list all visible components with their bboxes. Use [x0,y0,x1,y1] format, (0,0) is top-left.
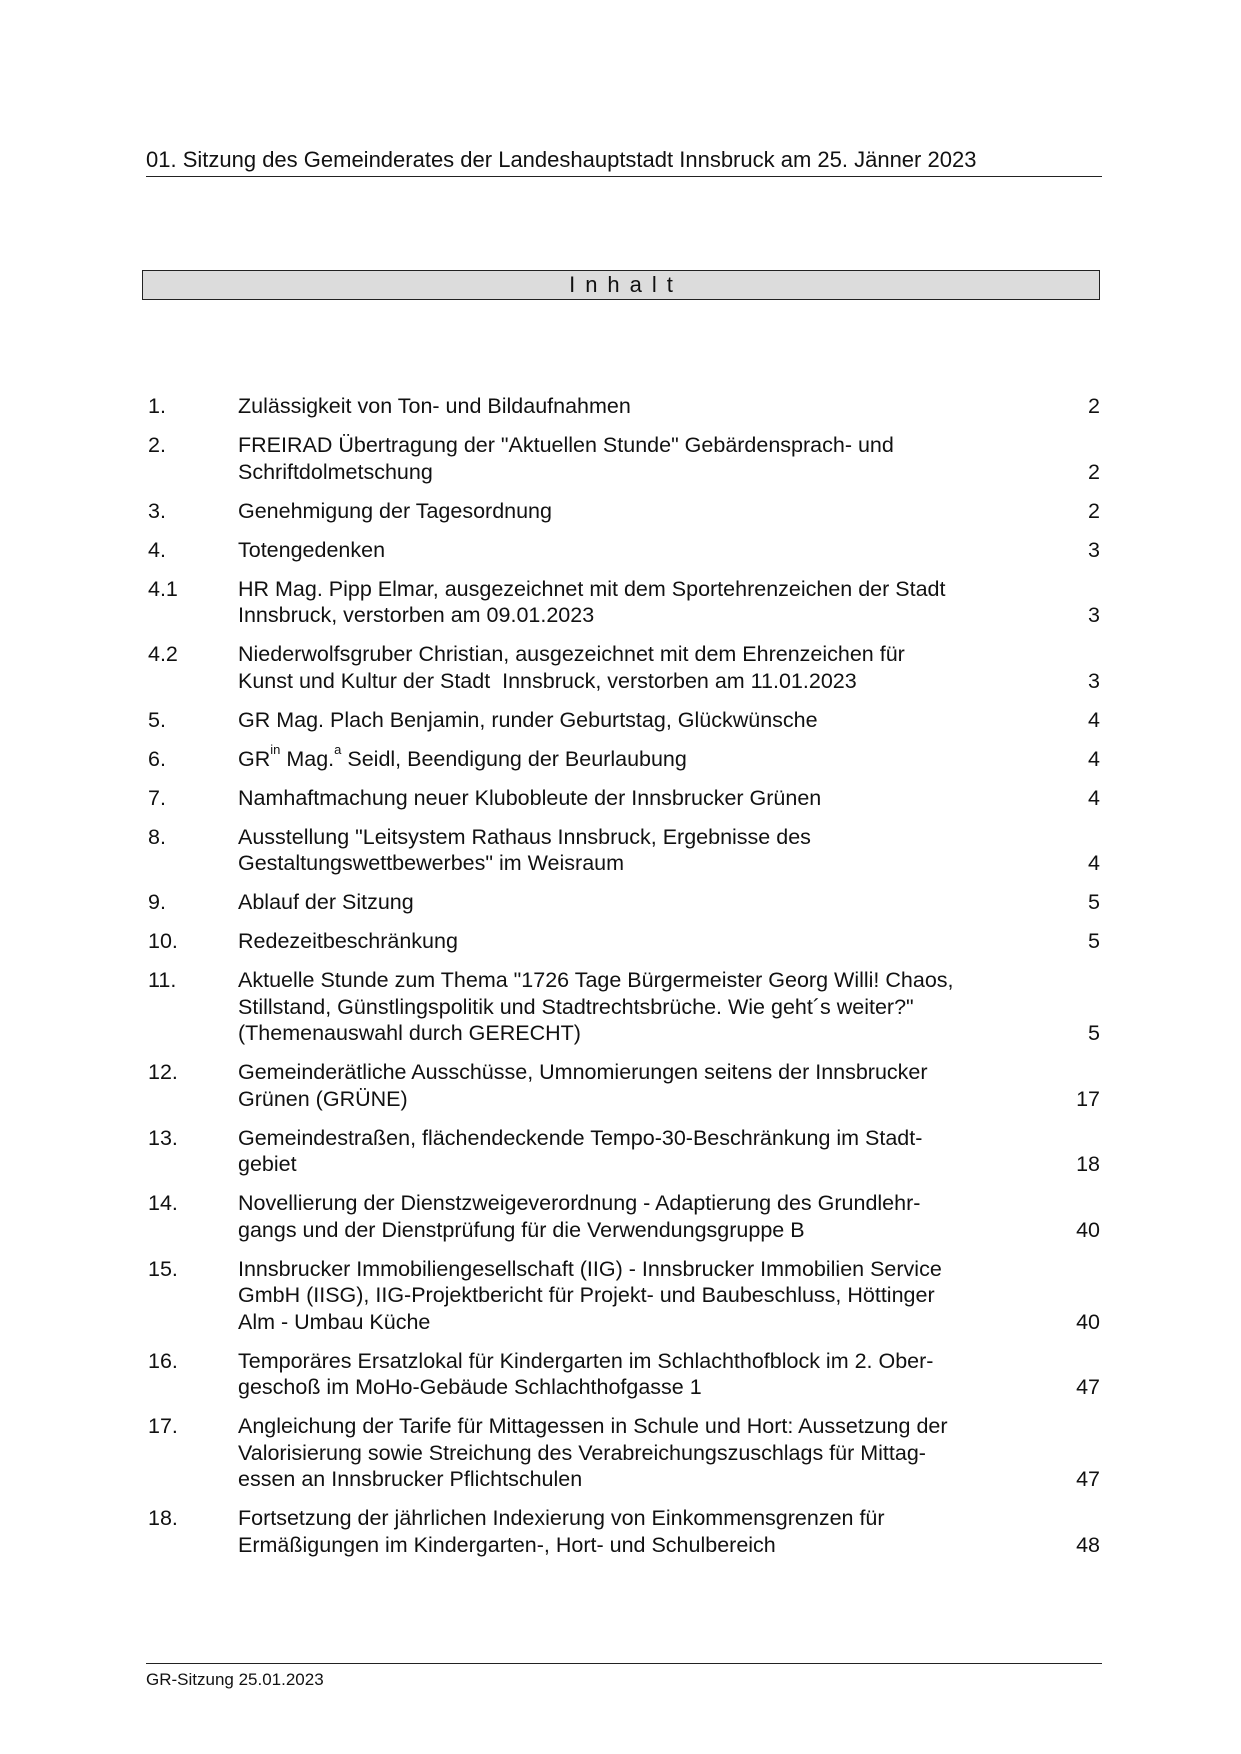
toc-entry-page-number: 4 [1088,785,1100,810]
toc-entry-number: 8. [148,824,166,849]
toc-entry-number: 4.2 [148,642,178,666]
toc-entry [148,576,1100,629]
title-prefix: Mag. [280,746,335,771]
toc-entry-title [238,498,1018,525]
toc-entry-title-line: Stillstand, Günstlingspolitik und Stadtrechtsbrüche. Wie geht´s weiter?" [238,994,914,1019]
toc-entry-title [238,1059,1018,1112]
toc-entry-page-number: 3 [1088,668,1100,693]
footer-text: GR-Sitzung 25.01.2023 [146,1670,324,1689]
table-of-contents [148,393,1100,1571]
toc-entry-title-line: Genehmigung der Tagesordnung [238,498,552,523]
toc-entry-title-line: Alm - Umbau Küche [238,1309,431,1334]
toc-entry-page-number: 40 [1076,1309,1100,1334]
toc-entry-title [238,707,1018,734]
page-footer [146,1663,1102,1690]
toc-entry-page-number: 18 [1076,1152,1100,1176]
toc-entry-number: 4. [148,537,166,562]
toc-entry-number: 12. [148,1060,178,1084]
toc-entry-title-line: Schriftdolmetschung [238,459,433,484]
toc-entry-title-line: Gemeindestraßen, flächendeckende Tempo-30-Beschränkung im Stadt- [238,1125,923,1150]
contents-heading: Inhalt [569,272,683,297]
toc-entry-title-line: Temporäres Ersatzlokal für Kindergarten im Schlachthofblock im 2. Ober- [238,1348,934,1373]
toc-entry-title [238,393,1018,420]
toc-entry [148,537,1100,564]
toc-entry-title-line [238,742,1018,773]
toc-entry-number: 18. [148,1506,178,1530]
toc-entry [148,889,1100,916]
toc-entry-page-number: 2 [1088,459,1100,484]
toc-entry-title-line: Gemeinderätliche Ausschüsse, Umnomierungen seitens der Innsbrucker [238,1060,928,1084]
toc-entry-title [238,967,1018,1047]
toc-entry-number: 5. [148,707,166,732]
toc-entry-title-line: Ermäßigungen im Kindergarten-, Hort- und Schulbereich [238,1532,776,1557]
toc-entry-number: 11. [148,968,177,992]
toc-entry-title [238,576,1018,629]
toc-entry-title-line: HR Mag. Pipp Elmar, ausgezeichnet mit dem Sportehrenzeichen der Stadt [238,576,946,601]
toc-entry-title [238,742,1018,773]
toc-entry-page-number: 4 [1088,707,1100,732]
toc-entry-title-line: gebiet [238,1152,297,1176]
toc-entry [148,742,1100,773]
document-header-title: 01. Sitzung des Gemeinderates der Landeshauptstadt Innsbruck am 25. Jänner 2023 [146,147,977,172]
title-text: Seidl, Beendigung der Beurlaubung [341,746,687,771]
toc-entry-title-line: Gestaltungswettbewerbes" im Weisraum [238,851,625,875]
toc-entry-number: 17. [148,1414,178,1438]
toc-entry-title [238,1505,1018,1558]
toc-entry-title [238,432,1018,485]
toc-entry-title [238,1190,1018,1243]
title-superscript: in [270,742,281,758]
toc-entry-page-number: 47 [1076,1467,1100,1491]
toc-entry [148,928,1100,955]
document-header [146,147,1102,177]
toc-entry-title-line: FREIRAD Übertragung der "Aktuellen Stunde" Gebärdensprach- und [238,433,894,457]
toc-entry-title-line: Ablauf der Sitzung [238,890,414,914]
toc-entry-page-number: 5 [1088,890,1100,914]
toc-entry [148,1125,1100,1178]
title-prefix: GR [238,746,271,771]
toc-entry-title-line: Redezeitbeschränkung [238,929,458,953]
toc-entry [148,498,1100,525]
toc-entry-number: 16. [148,1348,178,1373]
toc-entry [148,785,1100,812]
toc-entry-title-line: Fortsetzung der jährlichen Indexierung von Einkommensgrenzen für [238,1506,885,1530]
toc-entry-number: 1. [148,394,166,418]
toc-entry [148,1059,1100,1112]
toc-entry-title-line: Namhaftmachung neuer Klubobleute der Innsbrucker Grünen [238,785,822,810]
toc-entry-title-line: Grünen (GRÜNE) [238,1086,408,1111]
toc-entry-title-line: Innsbruck, verstorben am 09.01.2023 [238,603,595,627]
toc-entry [148,1505,1100,1558]
toc-entry-title [238,1125,1018,1178]
toc-entry-number: 6. [148,746,166,771]
toc-entry [148,1413,1100,1493]
toc-entry [148,432,1100,485]
toc-entry-title [238,1256,1018,1336]
toc-entry-title [238,641,1018,694]
toc-entry-number: 9. [148,890,166,914]
toc-entry-title-line: Kunst und Kultur der Stadt Innsbruck, verstorben am 11.01.2023 [238,668,857,693]
toc-entry-title [238,1348,1018,1401]
toc-entry-title-line: Innsbrucker Immobiliengesellschaft (IIG) - Innsbrucker Immobilien Service [238,1256,942,1281]
toc-entry [148,1256,1100,1336]
toc-entry-title-line: Totengedenken [238,537,386,562]
toc-entry-page-number: 40 [1076,1217,1100,1242]
toc-entry-page-number: 2 [1088,394,1100,418]
toc-entry-title-line: Angleichung der Tarife für Mittagessen in Schule und Hort: Aussetzung der [238,1414,948,1438]
toc-entry-title-line: gangs und der Dienstprüfung für die Verwendungsgruppe B [238,1217,805,1242]
contents-heading-box [142,270,1100,300]
toc-entry-page-number: 3 [1088,537,1100,562]
toc-entry-title-line: GR Mag. Plach Benjamin, runder Geburtstag, Glückwünsche [238,707,818,732]
toc-entry-number: 10. [148,929,178,953]
toc-entry-title [238,889,1018,916]
toc-entry [148,1190,1100,1243]
toc-entry-title-line: Zulässigkeit von Ton- und Bildaufnahmen [238,394,631,418]
toc-entry-number: 3. [148,498,166,523]
toc-entry-title [238,824,1018,877]
toc-entry [148,824,1100,877]
toc-entry-number: 14. [148,1191,178,1215]
toc-entry-page-number: 3 [1088,603,1100,627]
toc-entry-title-line: (Themenauswahl durch GERECHT) [238,1021,581,1045]
toc-entry-title-line: GmbH (IISG), IIG-Projektbericht für Projekt- und Baubeschluss, Höttinger [238,1283,935,1307]
toc-entry [148,641,1100,694]
toc-entry [148,393,1100,420]
toc-entry-title-line: Novellierung der Dienstzweigeverordnung - Adaptierung des Grundlehr- [238,1191,921,1215]
toc-entry-number: 4.1 [148,576,178,601]
toc-entry-page-number: 48 [1076,1532,1100,1557]
toc-entry-title-line: essen an Innsbrucker Pflichtschulen [238,1467,583,1491]
toc-entry-number: 13. [148,1125,178,1150]
toc-entry-title-line: Niederwolfsgruber Christian, ausgezeichnet mit dem Ehrenzeichen für [238,642,905,666]
toc-entry-page-number: 2 [1088,498,1100,523]
toc-entry-title [238,785,1018,812]
toc-entry-page-number: 47 [1076,1375,1100,1399]
toc-entry-page-number: 17 [1076,1086,1100,1111]
toc-entry-title [238,537,1018,564]
toc-entry-title [238,928,1018,955]
toc-entry-page-number: 4 [1088,746,1100,771]
toc-entry-title-line: Valorisierung sowie Streichung des Verabreichungszuschlags für Mittag- [238,1440,926,1465]
toc-entry-number: 7. [148,785,166,810]
toc-entry-title-line: geschoß im MoHo-Gebäude Schlachthofgasse 1 [238,1375,702,1399]
toc-entry-number: 2. [148,433,166,457]
toc-entry [148,707,1100,734]
title-superscript: a [334,742,342,758]
toc-entry-title-line: Ausstellung "Leitsystem Rathaus Innsbruck, Ergebnisse des [238,824,811,849]
toc-entry-number: 15. [148,1256,178,1281]
toc-entry-page-number: 4 [1088,851,1100,875]
toc-entry-title [238,1413,1018,1493]
toc-entry [148,1348,1100,1401]
toc-entry-page-number: 5 [1088,1021,1100,1045]
toc-entry-page-number: 5 [1088,929,1100,953]
toc-entry-title-line: Aktuelle Stunde zum Thema "1726 Tage Bürgermeister Georg Willi! Chaos, [238,968,954,992]
toc-entry [148,967,1100,1047]
